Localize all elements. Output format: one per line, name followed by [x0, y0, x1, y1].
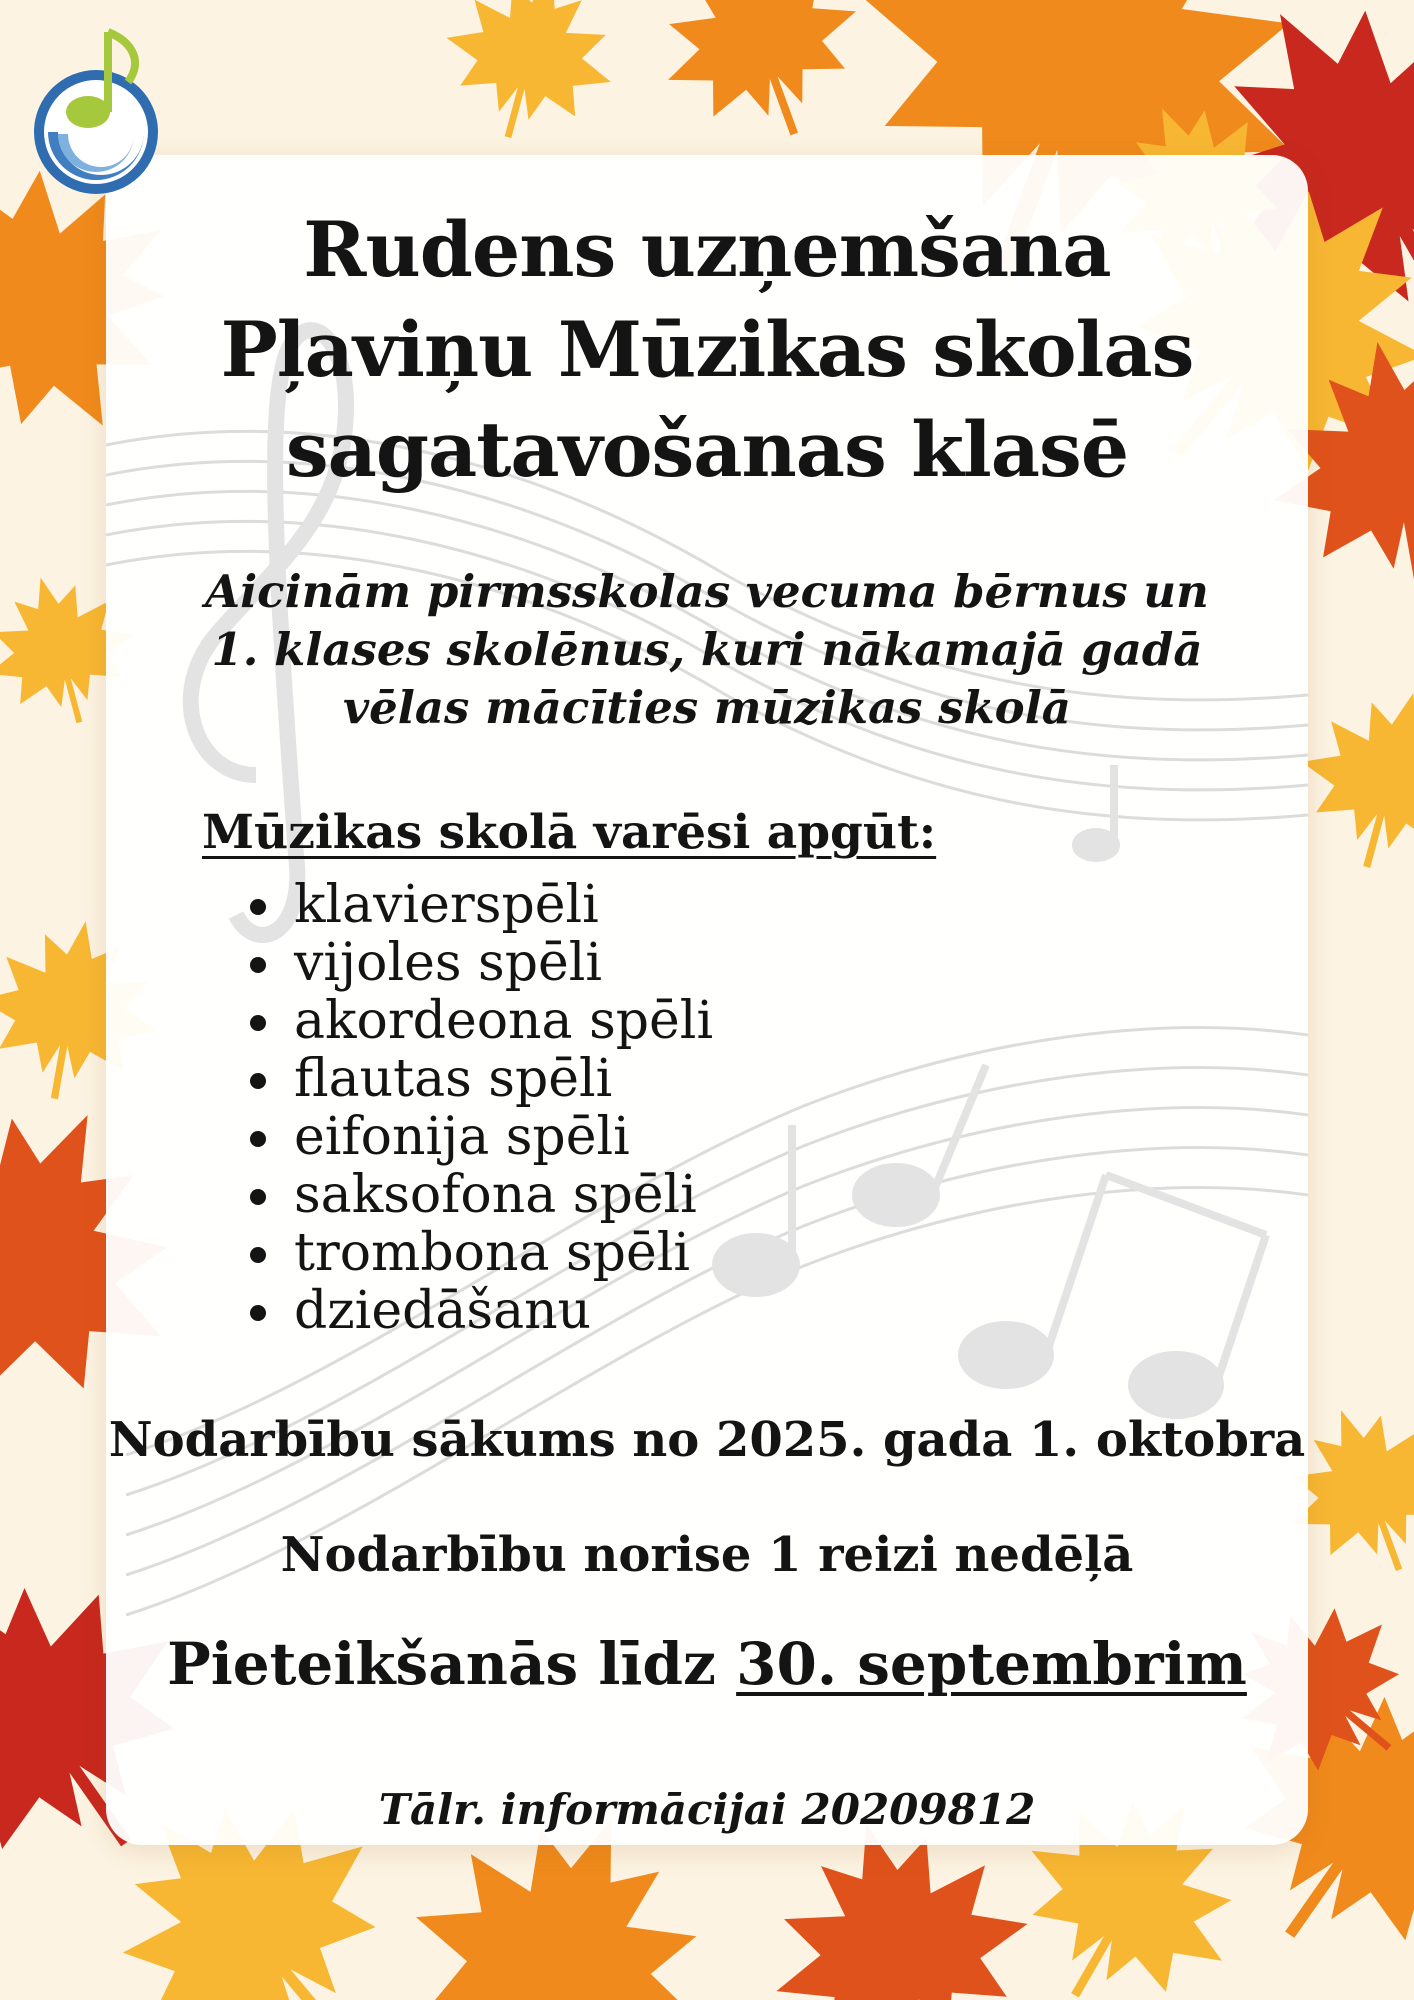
list-item: flautas spēli [244, 1050, 713, 1108]
music-school-logo [18, 12, 174, 212]
poster-title [0, 200, 1414, 500]
instruments-heading: Mūzikas skolā varēsi apgūt: [202, 805, 937, 860]
invitation-line: vēlas mācīties mūzikas skolā [343, 681, 1071, 734]
list-item: klavierspēli [244, 876, 713, 934]
list-item: trombona spēli [244, 1224, 713, 1282]
frequency-text: Nodarbību norise 1 reizi nedēļā [280, 1527, 1134, 1583]
deadline-text [0, 1630, 1414, 1698]
deadline-date: 30. septembrim [736, 1630, 1247, 1698]
list-item: akordeona spēli [244, 992, 713, 1050]
maple-leaf-icon [632, 0, 888, 168]
start-date-text: Nodarbību sākums no 2025. gada 1. oktobra [108, 1412, 1306, 1468]
instruments-list [244, 876, 713, 1340]
list-item: saksofona spēli [244, 1166, 713, 1224]
invitation-line: Aicinām pirmsskolas vecuma bērnus un [205, 565, 1209, 618]
music-note-icon [962, 1325, 1050, 1385]
title-line: Pļaviņu Mūzikas skolas [220, 305, 1194, 394]
invitation-text [0, 563, 1414, 737]
music-note-icon [1132, 1355, 1220, 1415]
music-note-icon [716, 1237, 796, 1293]
phone-info: Tālr. informācijai 20209812 [378, 1785, 1036, 1834]
list-item: vijoles spēli [244, 934, 713, 992]
music-note-icon [856, 1167, 936, 1223]
maple-leaf-icon [426, 0, 634, 159]
title-line: Rudens uzņemšana [303, 205, 1111, 294]
list-item: eifonija spēli [244, 1108, 713, 1166]
title-line: sagatavošanas klasē [285, 405, 1129, 494]
deadline-prefix: Pieteikšanās līdz [167, 1630, 737, 1698]
invitation-line: 1. klases skolēnus, kuri nākamajā gadā [211, 623, 1203, 676]
list-item: dziedāšanu [244, 1282, 713, 1340]
